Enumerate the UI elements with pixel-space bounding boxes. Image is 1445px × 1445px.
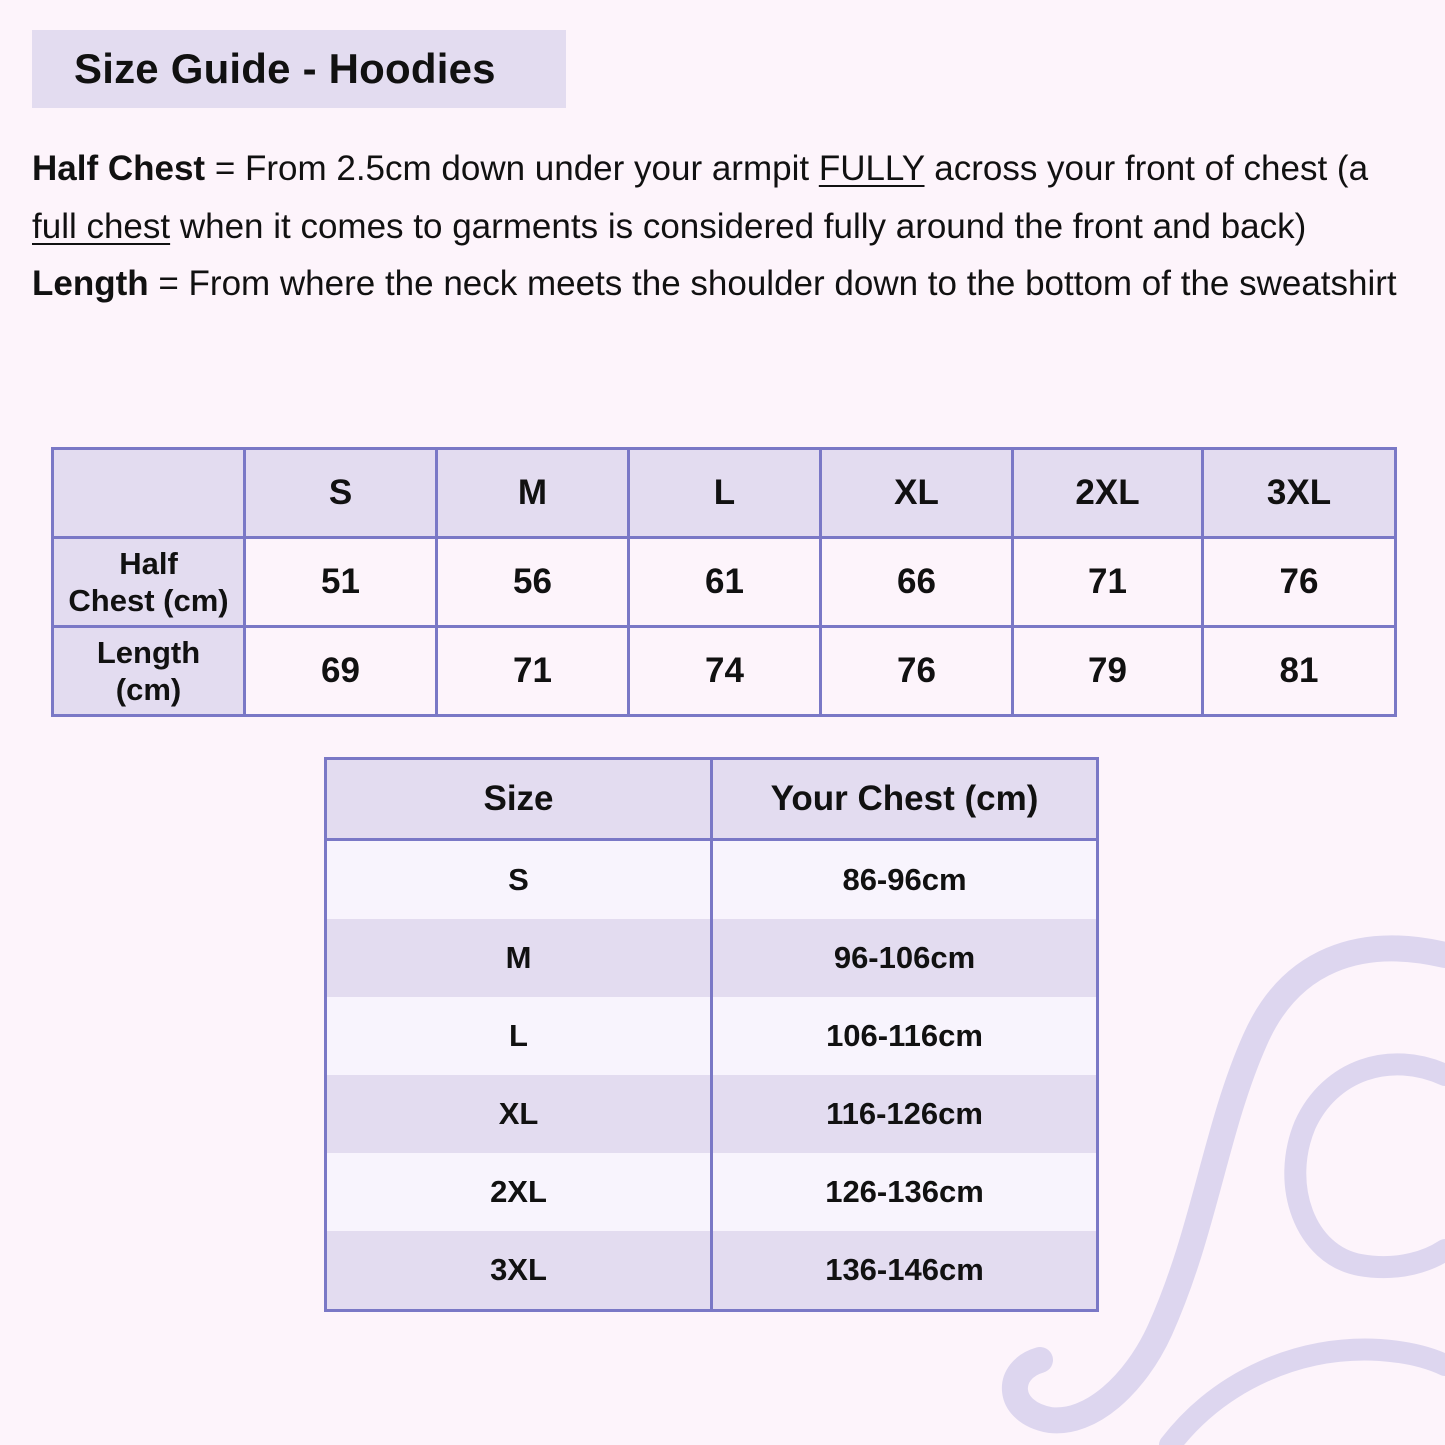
- size-header: XL: [821, 449, 1013, 538]
- size-header: 2XL: [1013, 449, 1203, 538]
- chest-table-header-row: [326, 759, 1098, 840]
- chest-range-cell: 116-126cm: [712, 1075, 1098, 1153]
- size-header-row: [53, 449, 1396, 538]
- size-cell: S: [326, 840, 712, 920]
- table-cell: 56: [437, 538, 629, 627]
- table-row: [326, 840, 1098, 920]
- row-label-line: Chest (cm): [68, 583, 229, 618]
- table-cell: 61: [629, 538, 821, 627]
- full-chest-emphasis: full chest: [32, 206, 171, 246]
- table-row: [326, 1075, 1098, 1153]
- size-header: 3XL: [1203, 449, 1396, 538]
- table-cell: 66: [821, 538, 1013, 627]
- size-cell: 3XL: [326, 1231, 712, 1311]
- size-cell: L: [326, 997, 712, 1075]
- chest-size-table: [324, 757, 1099, 1312]
- measurement-description: [32, 140, 1412, 313]
- chest-range-cell: 96-106cm: [712, 919, 1098, 997]
- table-cell: 76: [1203, 538, 1396, 627]
- garment-measurements-table: [51, 447, 1397, 717]
- table-cell: 51: [245, 538, 437, 627]
- table-row: [326, 1153, 1098, 1231]
- fully-emphasis: FULLY: [818, 149, 925, 188]
- size-header: M: [437, 449, 629, 538]
- row-label-line: Half: [119, 546, 178, 581]
- column-header-chest: Your Chest (cm): [712, 759, 1098, 840]
- table-row: [326, 919, 1098, 997]
- table-cell: 81: [1203, 627, 1396, 716]
- table-row: [326, 997, 1098, 1075]
- length-term: Length: [32, 264, 149, 303]
- size-cell: M: [326, 919, 712, 997]
- row-label-length: [53, 627, 245, 716]
- table-cell: 69: [245, 627, 437, 716]
- title-banner: [32, 30, 566, 108]
- corner-cell: [53, 449, 245, 538]
- table-cell: 71: [437, 627, 629, 716]
- table-cell: 74: [629, 627, 821, 716]
- row-label-line: Length: [96, 635, 201, 670]
- size-header: L: [629, 449, 821, 538]
- half-chest-text-2: across your front of chest (a: [924, 149, 1369, 188]
- row-label-half-chest: [53, 538, 245, 627]
- chest-range-cell: 136-146cm: [712, 1231, 1098, 1311]
- table-cell: 71: [1013, 538, 1203, 627]
- length-text: = From where the neck meets the shoulder down to the bottom of the sweatshirt: [148, 264, 1397, 303]
- size-header: S: [245, 449, 437, 538]
- half-chest-row: [53, 538, 1396, 627]
- length-row: [53, 627, 1396, 716]
- half-chest-text-1: = From 2.5cm down under your armpit: [205, 149, 819, 188]
- table-cell: 79: [1013, 627, 1203, 716]
- chest-range-cell: 106-116cm: [712, 997, 1098, 1075]
- row-label-line: (cm): [115, 672, 182, 707]
- table-row: [326, 1231, 1098, 1311]
- page-title: Size Guide - Hoodies: [74, 45, 496, 92]
- table-cell: 76: [821, 627, 1013, 716]
- size-cell: XL: [326, 1075, 712, 1153]
- column-header-size: Size: [326, 759, 712, 840]
- half-chest-term: Half Chest: [32, 149, 206, 188]
- chest-range-cell: 86-96cm: [712, 840, 1098, 920]
- chest-range-cell: 126-136cm: [712, 1153, 1098, 1231]
- size-cell: 2XL: [326, 1153, 712, 1231]
- half-chest-text-3: when it comes to garments is considered fully around the front and back): [170, 206, 1307, 246]
